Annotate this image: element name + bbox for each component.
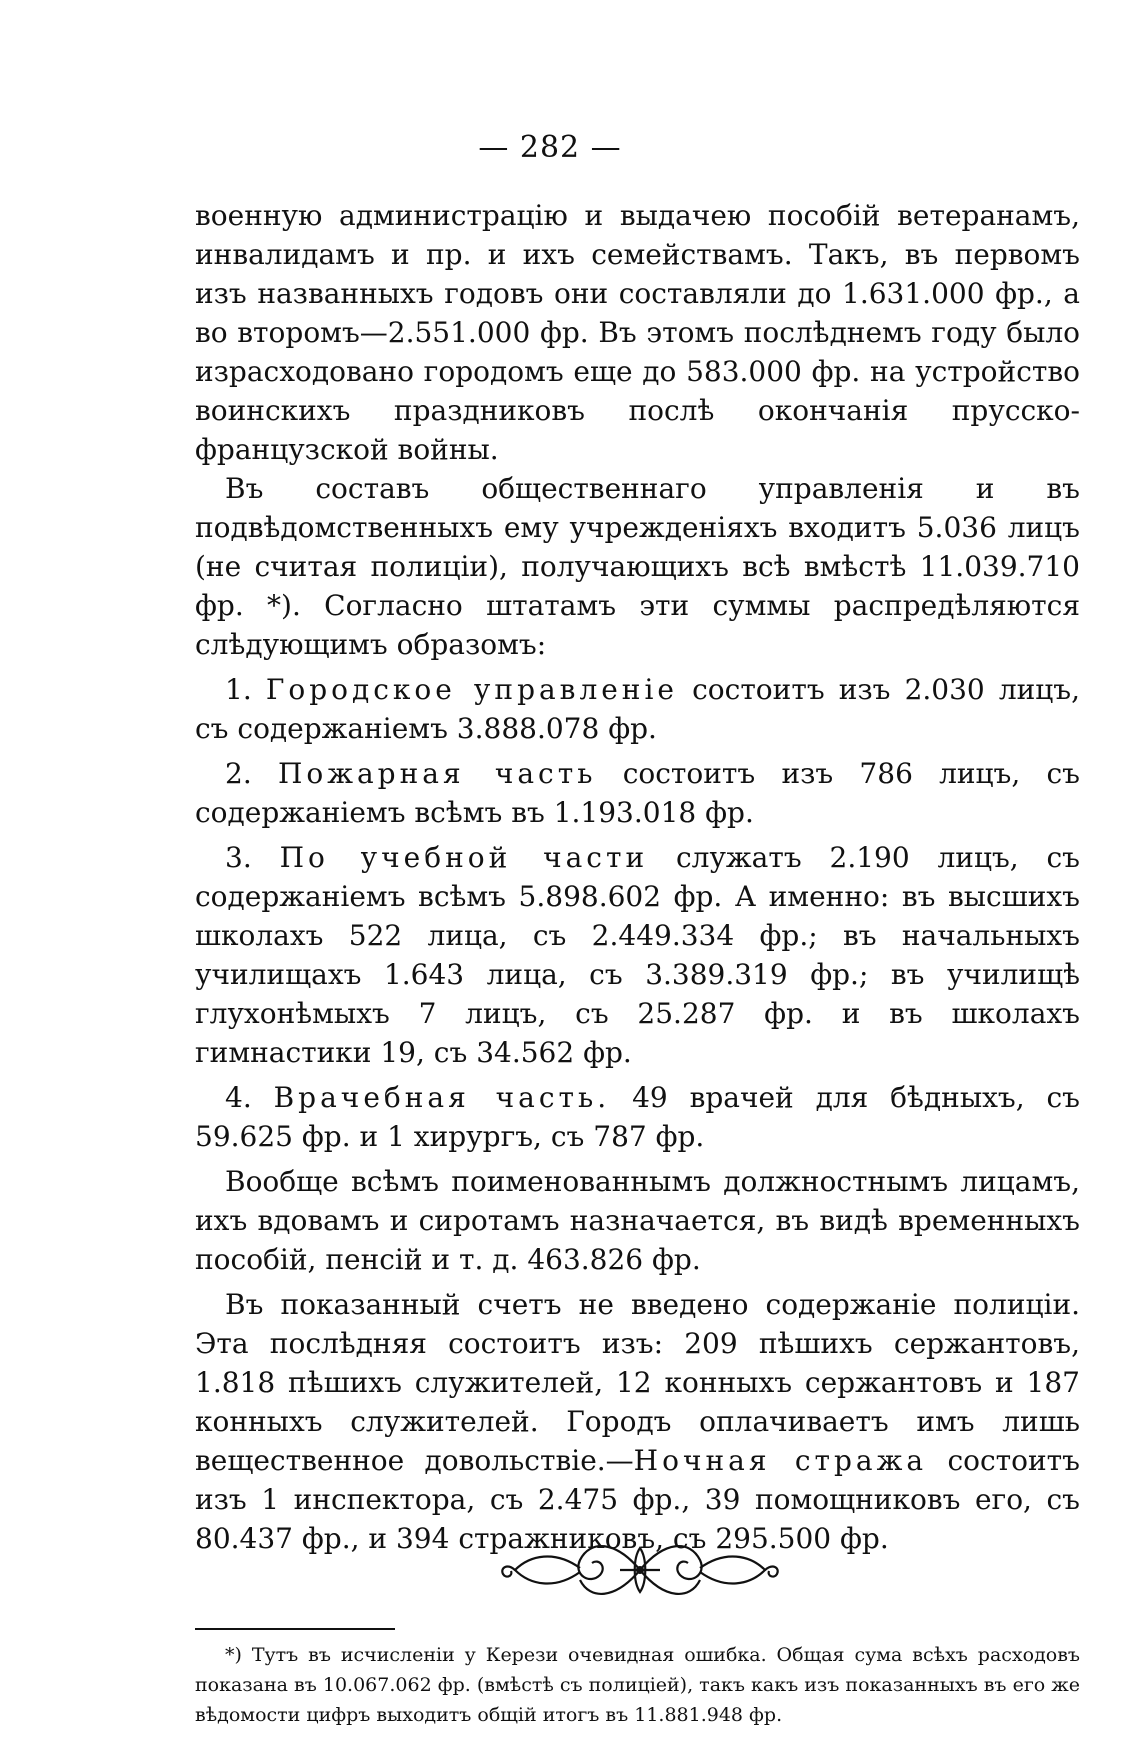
list-item bbox=[195, 754, 1080, 832]
item-text: служатъ 2.190 лицъ, съ содержаніемъ всѣмъ 5.898.602 фр. А именно: въ высшихъ школахъ 522 лица, съ 2.449.334 фр.; въ начальныхъ училищахъ 1.643 лица, съ 3.389.319 фр.; въ училищѣ глухонѣмыхъ 7 лицъ, съ 25.287 фр. и въ школахъ гимнастики 19, съ 34.562 фр. bbox=[195, 841, 1081, 1069]
list-item bbox=[195, 1078, 1080, 1156]
item-heading: Пожарная часть bbox=[277, 757, 597, 790]
item-number: 1. bbox=[225, 673, 252, 706]
paragraph-police bbox=[195, 1285, 1080, 1558]
floral-ornament-icon bbox=[495, 1530, 785, 1610]
night-watch-heading: Ночная стража bbox=[633, 1444, 928, 1477]
item-text: состоитъ изъ 786 лицъ, съ содержаніемъ всѣмъ въ 1.193.018 фр. bbox=[195, 757, 1080, 829]
paragraph-general: Вообще всѣмъ поименованнымъ должностнымъ лицамъ, ихъ вдовамъ и сиротамъ назначается, въ видѣ временныхъ пособій, пенсій и т. д. 463.826 фр. bbox=[195, 1165, 1080, 1276]
paragraph-staff: Въ составъ общественнаго управленія и въ подвѣдомственныхъ ему учрежденіяхъ входитъ 5.036 лицъ (не считая полиціи), получающихъ всѣ вмѣстѣ 11.039.710 фр. *). Согласно штатамъ эти суммы распредѣляются слѣдующимъ образомъ: bbox=[195, 472, 1080, 661]
footnote: *) Тутъ въ исчисленіи у Керези очевидная ошибка. Общая сума всѣхъ расходовъ показана въ 10.067.062 фр. (вмѣстѣ съ полиціей), такъ какъ изъ показанныхъ въ его же вѣдомости цифръ выходитъ общій итогъ въ 11.881.948 фр. bbox=[195, 1644, 1080, 1726]
item-heading: Врачебная часть. bbox=[273, 1081, 611, 1114]
main-text bbox=[195, 196, 1080, 1558]
item-heading: Городское управленіе bbox=[265, 673, 678, 706]
paragraph-intro: военную администрацію и выдачею пособій ветеранамъ, инвалидамъ и пр. и ихъ семействамъ. Такъ, въ первомъ изъ названныхъ годовъ они составляли до 1.631.000 фр., а во второмъ—2.551.000 фр. Въ этомъ послѣднемъ году было израсходовано городомъ еще до 583.000 фр. на устройство воинскихъ праздниковъ послѣ окончанія прусско-французской войны. bbox=[195, 199, 1080, 466]
list-item bbox=[195, 838, 1080, 1072]
item-number: 3. bbox=[225, 841, 252, 874]
footnote-rule bbox=[195, 1628, 395, 1630]
police-tail: состоитъ изъ 1 инспектора, съ 2.475 фр., 39 помощниковъ его, съ 80.437 фр., и 394 стражниковъ, съ 295.500 фр. bbox=[195, 1444, 1080, 1555]
item-number: 4. bbox=[225, 1081, 252, 1114]
page-number: — 282 — bbox=[478, 130, 622, 165]
police-lead: Въ показанный счетъ не введено содержаніе полиціи. Эта послѣдняя состоитъ изъ: 209 пѣшихъ сержантовъ, 1.818 пѣшихъ служителей, 12 конныхъ сержантовъ и 187 конныхъ служителей. Городъ оплачиваетъ имъ лишь вещественное довольствіе.— bbox=[195, 1288, 1080, 1477]
item-number: 2. bbox=[225, 757, 252, 790]
list-item bbox=[195, 670, 1080, 748]
item-heading: По учебной части bbox=[279, 841, 649, 874]
item-text: 49 врачей для бѣдныхъ, съ 59.625 фр. и 1 хирургъ, съ 787 фр. bbox=[195, 1081, 1080, 1153]
item-text: состоитъ изъ 2.030 лицъ, съ содержаніемъ 3.888.078 фр. bbox=[195, 673, 1080, 745]
